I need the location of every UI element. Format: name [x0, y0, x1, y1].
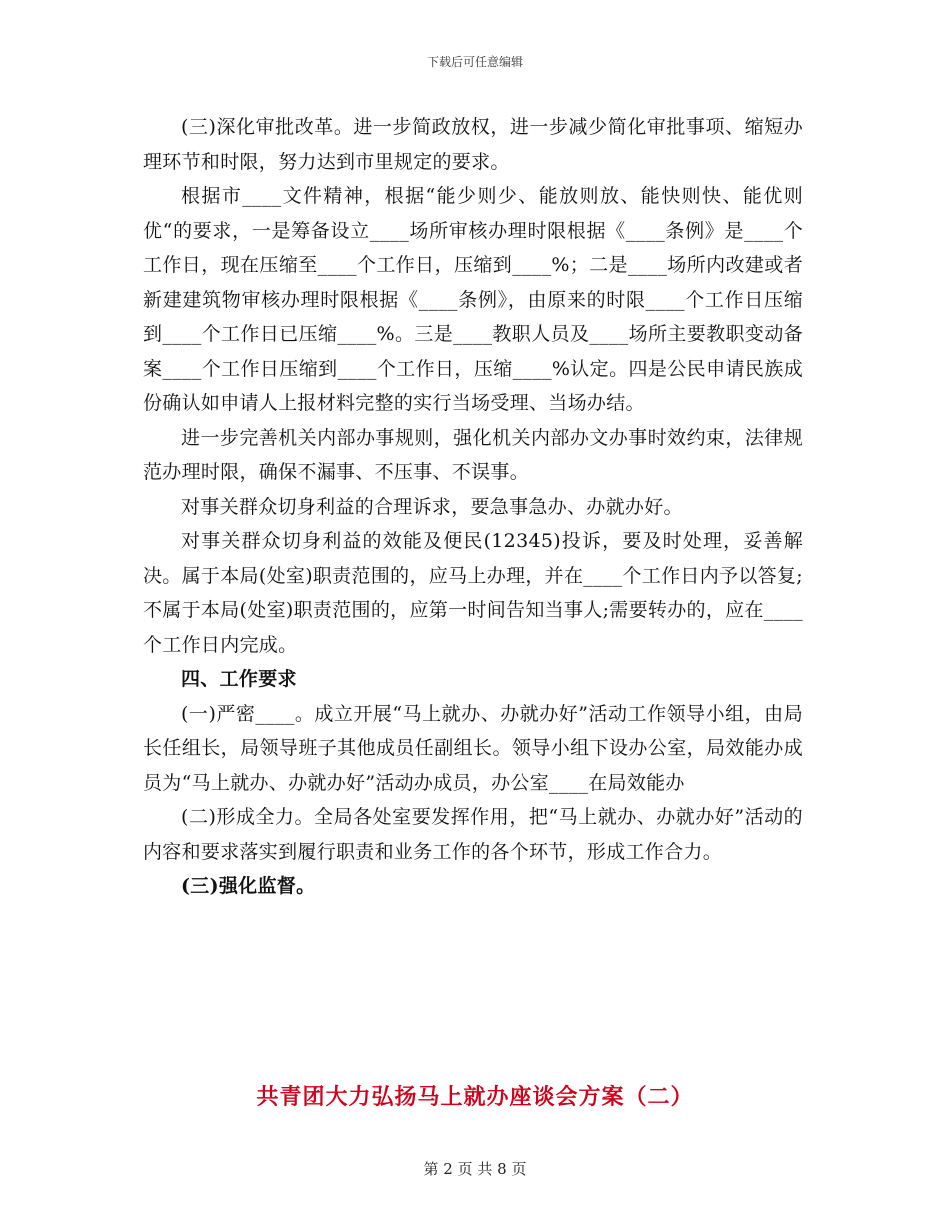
page-header: 下载后可任意编辑 — [426, 55, 523, 69]
paragraph-joint-effort: (二)形成全力。全局各处室要发挥作用，把“马上就办、办就办好”活动的内容和要求落实到履行职责和业务工作的各个环节，形成工作合力。 — [143, 806, 803, 863]
heading-supervision: (三)强化监督。 — [181, 875, 316, 897]
paragraph-organization: (一)严密____。成立开展“马上就办、办就办好”活动工作领导小组，由局长任组长，局领导班子其他成员任副组长。领导小组下设办公室，局效能办成员为“马上就办、办就办好”活动办成员，办公室____在局效能办 — [143, 702, 803, 794]
paragraph-complaints: 对事关群众切身利益的效能及便民(12345)投诉，要及时处理，妥善解决。属于本局(处室)职责范围的，应马上办理，并在____个工作日内予以答复;不属于本局(处室)职责范围的，应第一时间告知当事人;需要转办的，应在____个工作日内完成。 — [143, 530, 803, 656]
heading-work-requirements: 四、工作要求 — [181, 668, 297, 690]
paragraph-reasonable-demands: 对事关群众切身利益的合理诉求，要急事急办、办就办好。 — [181, 495, 683, 518]
document-body — [143, 110, 803, 904]
paragraph-internal-rules: 进一步完善机关内部办事规则，强化机关内部办文办事时效约束，法律规范办理时限，确保不漏事、不压事、不误事。 — [143, 426, 803, 483]
section-title: 共青团大力弘扬马上就办座谈会方案（二） — [256, 1084, 694, 1110]
page-footer: 第 2 页 共 8 页 — [423, 1160, 527, 1178]
paragraph-approval-reform: (三)深化审批改革。进一步简政放权，进一步减少简化审批事项、缩短办理环节和时限，努力达到市里规定的要求。 — [143, 116, 803, 173]
paragraph-time-limits: 根据市____文件精神，根据“能少则少、能放则放、能快则快、能优则优“的要求，一是筹备设立____场所审核办理时限根据《____条例》是____个工作日，现在压缩至____个工作日，压缩到____%；二是____场所内改建或者新建建筑物审核办理时限根据《____条例》，由原来的时限____个工作日压缩到____个工作日已压缩____%。三是____教职人员及____场所主要教职变动备案____个工作日压缩到____个工作日，压缩____%认定。四是公民申请民族成份确认如申请人上报材料完整的实行当场受理、当场办结。 — [143, 185, 803, 414]
